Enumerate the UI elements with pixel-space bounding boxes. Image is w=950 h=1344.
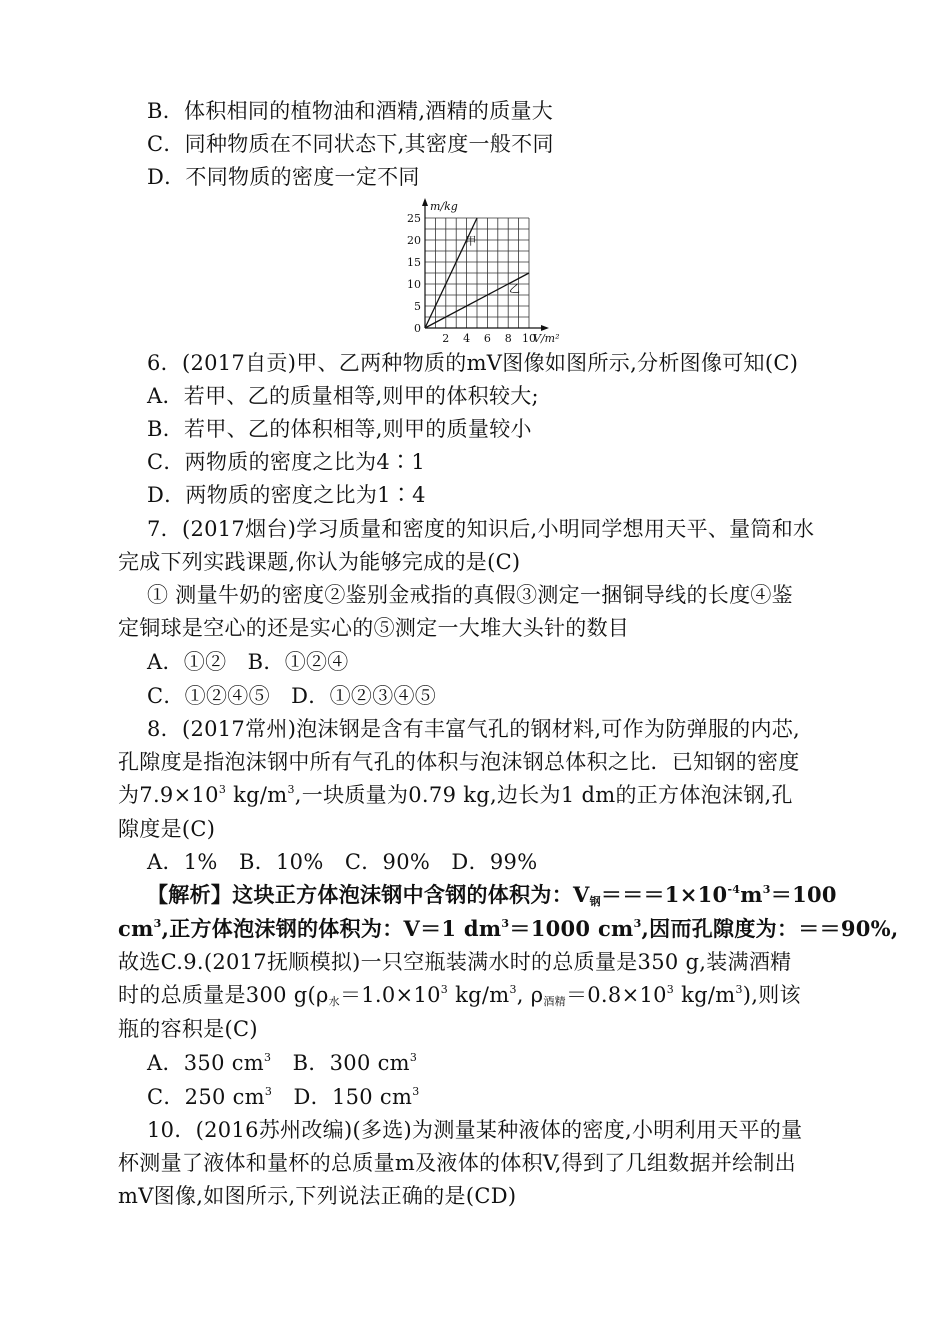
analysis-line-1: 【解析】这块正方体泡沫钢中含钢的体积为：$V_钢===1\times 10^{-4}m^3=100$	[147, 882, 837, 908]
q8-line-2: 孔隙度是指泡沫钢中所有气孔的体积与泡沫钢总体积之比．已知钢的密度	[118, 750, 800, 774]
q6-option-c: C．两物质的密度之比为4∶1	[147, 450, 425, 474]
q6-option-a: A．若甲、乙的质量相等,则甲的体积较大;	[147, 384, 539, 408]
q10-line-2: 杯测量了液体和量杯的总质量m及液体的体积V,得到了几组数据并绘制出	[118, 1151, 796, 1175]
q7-options-ab: A．①② B．①②④	[147, 650, 349, 674]
q7-stem-1: 7．(2017烟台)学习质量和密度的知识后,小明同学想用天平、量筒和水	[147, 517, 815, 541]
q8-options: A．1% B．10% C．90% D．99%	[147, 850, 538, 874]
series-label: 甲	[465, 234, 477, 248]
x-axis-label: V/m²	[533, 332, 560, 345]
q6-stem: 6．(2017自贡)甲、乙两种物质的mV图像如图所示,分析图像可知(C)	[147, 351, 799, 375]
q10-line-1: 10．(2016苏州改编)(多选)为测量某种液体的密度,小明利用天平的量	[147, 1118, 803, 1142]
q7-stem-2: 完成下列实践课题,你认为能够完成的是(C)	[118, 550, 521, 574]
option-b-line: B．体积相同的植物油和酒精,酒精的质量大	[147, 99, 554, 123]
y-axis-label: m/kg	[430, 200, 458, 213]
q8-line-4: 隙度是(C)	[118, 817, 216, 841]
mv-graph	[395, 196, 595, 346]
q9-options-cd: C．250 $cm^3$ D．150 $cm^3$	[147, 1085, 420, 1109]
x-tick-label: 6	[483, 332, 491, 345]
analysis-line-3: 故选C.9.(2017抚顺模拟)一只空瓶装满水时的总质量是350 g,装满酒精	[118, 950, 792, 974]
q6-option-d: D．两物质的密度之比为1∶4	[147, 483, 426, 507]
q8-line-3: 为$7.9\times 10^3$ $kg/m^3$,一块质量为0.79 kg,边长为1 dm的正方体泡沫钢,孔	[118, 783, 793, 807]
y-tick-label: 20	[407, 234, 421, 247]
y-tick-label: 5	[414, 300, 421, 313]
analysis-line-5: 瓶的容积是(C)	[118, 1017, 258, 1041]
graph-grid	[425, 218, 529, 328]
q8-line-1: 8．(2017常州)泡沫钢是含有丰富气孔的钢材料,可作为防弹服的内芯,	[147, 717, 801, 741]
y-tick-label: 0	[414, 322, 421, 335]
option-c-line: C．同种物质在不同状态下,其密度一般不同	[147, 132, 554, 156]
analysis-line-4: 时的总质量是300 $g(\rho_水=1.0\times 10^3$ $kg/m^3$, $\rho_{酒精}=0.8\times 10^3$ $kg/m^3$),则该	[118, 983, 801, 1008]
x-tick-label: 10	[522, 332, 536, 345]
y-tick-label: 15	[407, 256, 421, 269]
x-tick-label: 4	[463, 332, 471, 345]
option-d-line: D．不同物质的密度一定不同	[147, 165, 420, 189]
y-tick-label: 10	[407, 278, 421, 291]
q9-options-ab: A．350 $cm^3$ B．300 $cm^3$	[147, 1051, 418, 1075]
q7-items-1: ① 测量牛奶的密度②鉴别金戒指的真假③测定一捆铜导线的长度④鉴	[147, 583, 793, 607]
q6-option-b: B．若甲、乙的体积相等,则甲的质量较小	[147, 417, 532, 441]
y-axis-arrow	[422, 198, 428, 206]
y-tick-label: 25	[407, 212, 421, 225]
q10-line-3: mV图像,如图所示,下列说法正确的是(CD)	[118, 1184, 517, 1208]
x-axis-arrow	[541, 325, 549, 331]
q7-options-cd: C．①②④⑤ D．①②③④⑤	[147, 684, 437, 708]
graph-axes	[422, 198, 560, 345]
series-label: 乙	[508, 281, 520, 295]
q7-items-2: 定铜球是空心的还是实心的⑤测定一大堆大头针的数目	[118, 616, 630, 640]
analysis-line-2: $cm^3$,正方体泡沫钢的体积为：V＝1 $dm^3=1000$ $cm^3$,因而孔隙度为：＝＝90%,	[118, 916, 899, 941]
x-tick-label: 8	[504, 332, 512, 345]
x-tick-label: 2	[442, 332, 450, 345]
